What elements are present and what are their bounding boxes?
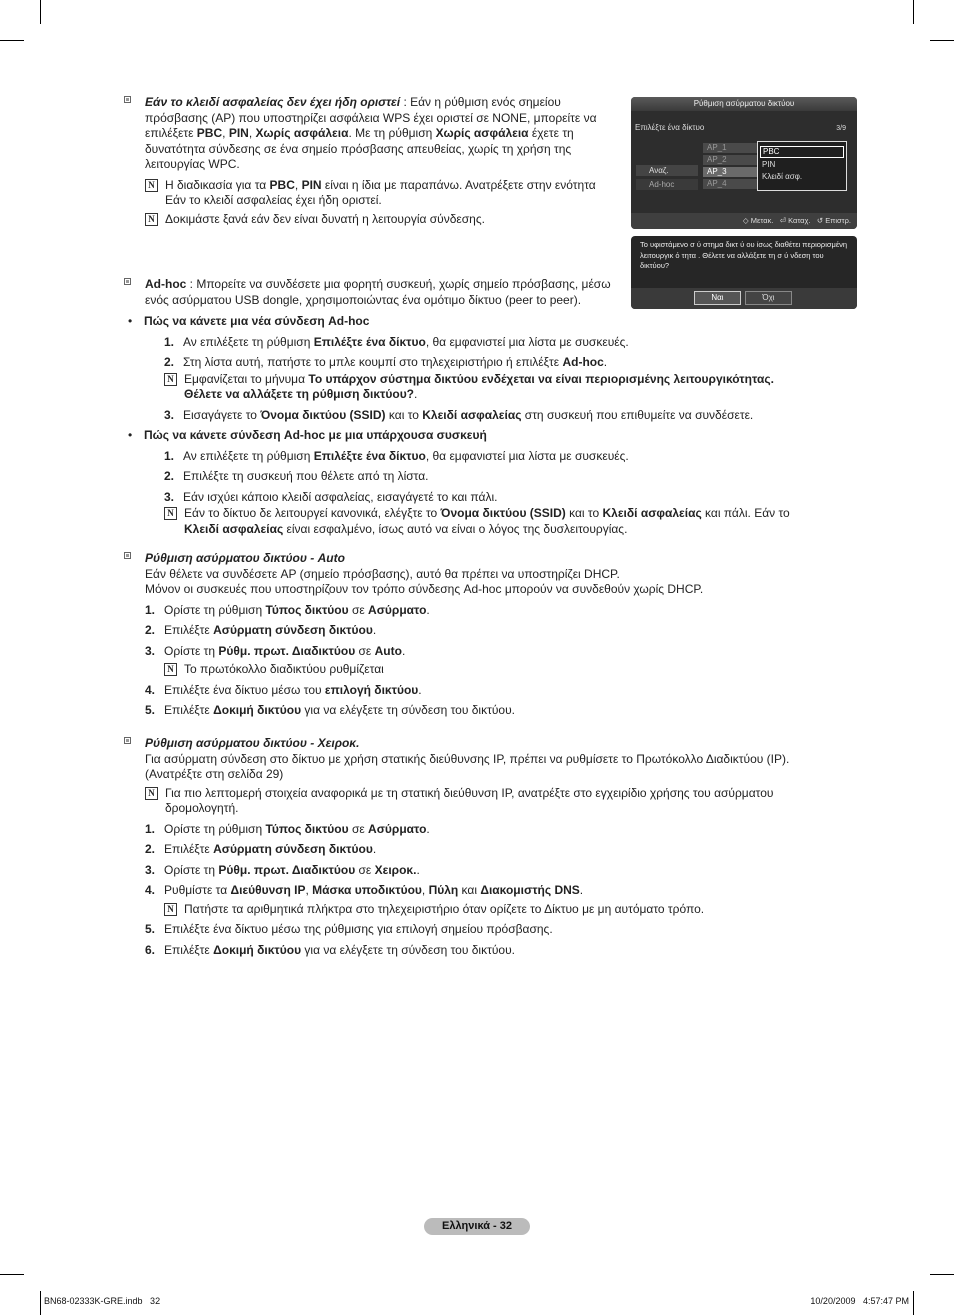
section-title: Ρύθμιση ασύρματου δικτύου - Χειροκ. (145, 736, 360, 750)
step: 6. Επιλέξτε Δοκιμή δικτύου για να ελέγξετε τη σύνδεση του δικτύου. (145, 942, 515, 957)
section-wireless-auto (124, 551, 804, 719)
section-adhoc (124, 277, 804, 537)
step: 5. Επιλέξτε Δοκιμή δικτύου για να ελέγξετε τη σύνδεση του δικτύου. (145, 703, 515, 717)
no-button[interactable]: Όχι (745, 291, 792, 305)
square-bullet-icon (124, 737, 131, 744)
note: N Δοκιμάστε ξανά εάν δεν είναι δυνατή η λειτουργία σύνδεσης. (145, 212, 604, 228)
step: 1. Αν επιλέξετε τη ρύθμιση Επιλέξτε ένα δίκτυο, θα εμφανιστεί μια λίστα με συσκευές. (164, 448, 629, 463)
crop-mark (40, 1291, 41, 1315)
popup-item-pin[interactable]: PIN (762, 160, 776, 169)
popup-item-pbc[interactable]: PBC (760, 146, 844, 158)
subheading: • Πώς να κάνετε μια νέα σύνδεση Ad-hoc (128, 314, 370, 328)
step: 1. Ορίστε τη ρύθμιση Τύπος δικτύου σε Ασύρματο. (145, 602, 430, 617)
crop-mark (0, 1274, 24, 1275)
step: 1. Ορίστε τη ρύθμιση Τύπος δικτύου σε Ασύρματο. (145, 821, 430, 836)
step: 2. Στη λίστα αυτή, πατήστε το μπλε κουμπί στο τηλεχειριστήριο ή επιλέξτε Ad-hoc. (164, 355, 608, 369)
dot-bullet-icon: • (128, 428, 133, 442)
footer-file: BN68-02333K-GRE.indb 32 (44, 1296, 161, 1306)
note: N Το πρωτόκολλο διαδικτύου ρυθμίζεται (164, 662, 804, 678)
note-icon: N (164, 507, 177, 520)
section-body: Ad-hoc : Μπορείτε να συνδέσετε μια φορητή συσκευή, χωρίς σημείο πρόσβασης, μέσω ενός ασύρματου USB dongle, χρησιμοποιώντας ένα ομότιμο δίκτυο (peer to peer). (145, 277, 611, 307)
security-popup (757, 141, 847, 191)
move-icon: ◇ (742, 216, 749, 225)
section-body: Ρύθμιση ασύρματου δικτύου - Auto Εάν θέλετε να συνδέσετε AP (σημείο πρόσβασης), αυτό θα πρέπει να υποστηρίζει DHCP. Μόνον οι συσκευές που υποστηρίζουν τον τρόπο σύνδεσης Ad-hoc μπορούν να συνδεθούν χωρίς DHCP. 1. Ορίστε τη ρύθμιση Τύπος δικτύου σε Ασύρματο. 2. Επιλέξτε Ασύρματη σύνδεση δικτύου. 3. Ορίστε τη Ρύθμ. πρωτ. Διαδικτύου σε Auto. N Το πρωτόκολλο διαδικτύου ρυθμίζεται 4. Επιλέξτε ένα δίκτυο μέσω του επιλογή δικτύου. 5. Επιλέξτε Δοκιμή δικτύου για να ελέγξετε τη σύνδεση του δικτύου. (124, 551, 804, 719)
note: N Εμφανίζεται το μήνυμα Το υπάρχον σύστημα δικτύου ενδέχεται να είναι περιορισμένης λειτουργικότητας. Θέλετε να αλλάξετε τη ρύθμιση δικτύου?. (164, 372, 804, 403)
note: N Πατήστε τα αριθμητικά πλήκτρα στο τηλεχειριστήριο όταν ορίζετε το Δίκτυο με μη αυτόματο τρόπο. (164, 902, 804, 918)
section-security-key (124, 95, 604, 227)
step: 2. Επιλέξτε Ασύρματη σύνδεση δικτύου. (145, 842, 377, 856)
crop-mark (913, 0, 914, 24)
step: 5. Επιλέξτε ένα δίκτυο μέσω της ρύθμισης για επιλογή σημείου πρόσβασης. (145, 922, 553, 936)
popup-item-key[interactable]: Κλειδί ασφ. (762, 172, 803, 181)
step: 3. Εισαγάγετε το Όνομα δικτύου (SSID) και το Κλειδί ασφαλείας στη συσκευή που επιθυμείτε να συνδέσετε. (164, 407, 754, 422)
square-bullet-icon (124, 96, 131, 103)
note: N Η διαδικασία για τα PBC, PIN είναι η ίδια με παραπάνω. Ανατρέξετε στην ενότητα Εάν το κλειδί ασφαλείας έχει ήδη οριστεί. (145, 178, 604, 209)
section-body: Εάν το κλειδί ασφαλείας δεν έχει ήδη οριστεί : Εάν η ρύθμιση ενός σημείου πρόσβασης (AP) που υποστηρίζει ασφάλεια WPS έχει οριστεί σε NONE, μπορείτε να επιλέξετε PBC, PIN, Χωρίς ασφάλεια. Με τη ρύθμιση Χωρίς ασφάλεια έχετε τη δυνατότητα σύνδεσης σε ένα σημείο πρόσβασης απευθείας, χωρίς τη χρήση της λειτουργίας WPC. N Η διαδικασία για τα PBC, PIN είναι η ίδια με παραπάνω. Ανατρέξετε στην ενότητα Εάν το κλειδί ασφαλείας έχει ήδη οριστεί. N Δοκιμάστε ξανά εάν δεν είναι δυνατή η λειτουργία σύνδεσης. (124, 95, 604, 227)
note-icon: N (145, 787, 158, 800)
menu-item-search[interactable]: Αναζ. (636, 165, 698, 176)
steps-list (124, 449, 804, 538)
ap-item[interactable]: AP_4 (703, 179, 763, 189)
section-title: Ad-hoc (145, 277, 187, 291)
ap-item-selected[interactable]: AP_3 (703, 167, 763, 177)
screen-title: Ρύθμιση ασύρματου δικτύου (631, 97, 857, 111)
steps-list (124, 335, 804, 424)
crop-mark (0, 40, 24, 41)
note: N Εάν το δίκτυο δε λειτουργεί κανονικά, ελέγξτε το Όνομα δικτύου (SSID) και το Κλειδί ασφαλείας και πάλι. Εάν το Κλειδί ασφαλείας είναι εσφαλμένο, ίσως αυτό να είναι ο λόγος της δυσλειτουργίας. (164, 506, 804, 537)
ap-item[interactable]: AP_1 (703, 143, 763, 153)
step: 3. Εάν ισχύει κάποιο κλειδί ασφαλείας, εισαγάγετέ το και πάλι. (164, 489, 498, 504)
ap-item[interactable]: AP_2 (703, 155, 763, 165)
screen-label: Επιλέξτε ένα δίκτυο (635, 123, 705, 132)
crop-mark (930, 40, 954, 41)
crop-mark (930, 1274, 954, 1275)
step: 1. Αν επιλέξετε τη ρύθμιση Επιλέξτε ένα δίκτυο, θα εμφανιστεί μια λίστα με συσκευές. (164, 334, 629, 349)
yes-button[interactable]: Ναι (694, 291, 741, 305)
enter-icon: ⏎ (779, 216, 786, 225)
step: 2. Επιλέξτε Ασύρματη σύνδεση δικτύου. (145, 623, 377, 637)
note-icon: N (164, 373, 177, 386)
crop-mark (913, 1291, 914, 1315)
dot-bullet-icon: • (128, 314, 133, 328)
section-wireless-manual (124, 736, 804, 958)
step: 3. Ορίστε τη Ρύθμ. πρωτ. Διαδικτύου σε Χειροκ.. (145, 862, 420, 877)
subheading: • Πώς να κάνετε σύνδεση Ad-hoc με μια υπάρχουσα συσκευή (128, 428, 487, 442)
step: 4. Ρυθμίστε τα Διεύθυνση IP, Μάσκα υποδικτύου, Πύλη και Διακομιστής DNS. (145, 883, 584, 897)
dialog-message: Το υφιστάμενο σ ύ στημα δικτ ύ ου ίσως διαθέτει περιορισμένη λειτουργικ ό τητα . Θέλετε να αλλάξετε τη σ ύ νδεση του δικτύου? (640, 240, 848, 270)
note: N Για πιο λεπτομερή στοιχεία αναφορικά με τη στατική διεύθυνση IP, ανατρέξτε στο εγχειρίδιο χρήσης του ασύρματου δρομολογητή. (145, 786, 804, 817)
step: 3. Ορίστε τη Ρύθμ. πρωτ. Διαδικτύου σε Auto. (145, 643, 406, 658)
step: 4. Επιλέξτε ένα δίκτυο μέσω του επιλογή δικτύου. (145, 682, 422, 697)
screen-footer: ◇ Μετακ. ⏎ Καταχ. ↺ Επιστρ. (631, 213, 857, 229)
section-body: Ρύθμιση ασύρματου δικτύου - Χειροκ. Για ασύρματη σύνδεση στο δίκτυο με χρήση στατικής διεύθυνσης IP, πρέπει να ρυθμίσετε το Πρωτόκολλο Διαδικτύου (IP). (Ανατρέξτε στη σελίδα 29) N Για πιο λεπτομερή στοιχεία αναφορικά με τη στατική διεύθυνση IP, ανατρέξτε στο εγχειρίδιο χρήσης του ασύρματου δρομολογητή. 1. Ορίστε τη ρύθμιση Τύπος δικτύου σε Ασύρματο. 2. Επιλέξτε Ασύρματη σύνδεση δικτύου. 3. Ορίστε τη Ρύθμ. πρωτ. Διαδικτύου σε Χειροκ.. 4. Ρυθμίστε τα Διεύθυνση IP, Μάσκα υποδικτύου, Πύλη και Διακομιστής DNS. N Πατήστε τα αριθμητικά πλήκτρα στο τηλεχειριστήριο όταν ορίζετε το Δίκτυο με μη αυτόματο τρόπο. 5. Επιλέξτε ένα δίκτυο μέσω της ρύθμισης για επιλογή σημείου πρόσβασης. 6. Επιλέξτε Δοκιμή δικτύου για να ελέγξετε τη σύνδεση του δικτύου. (124, 736, 804, 958)
menu-item-adhoc[interactable]: Ad-hoc (636, 179, 698, 190)
step: 2. Επιλέξτε τη συσκευή που θέλετε από τη λίστα. (164, 469, 429, 483)
page-number-badge: Ελληνικά - 32 (424, 1218, 530, 1235)
square-bullet-icon (124, 278, 131, 285)
square-bullet-icon (124, 552, 131, 559)
return-icon: ↺ (816, 216, 824, 225)
tv-network-select-screen (631, 97, 857, 229)
page-counter: 3/9 (836, 125, 846, 132)
note-icon: N (164, 663, 177, 676)
section-title: Εάν το κλειδί ασφαλείας δεν έχει ήδη οριστεί (145, 95, 401, 109)
section-title: Ρύθμιση ασύρματου δικτύου - Auto (145, 551, 345, 565)
footer-datetime: 10/20/2009 4:57:47 PM (810, 1296, 909, 1306)
note-icon: N (145, 179, 158, 192)
crop-mark (40, 0, 41, 24)
note-icon: N (164, 903, 177, 916)
note-icon: N (145, 213, 158, 226)
